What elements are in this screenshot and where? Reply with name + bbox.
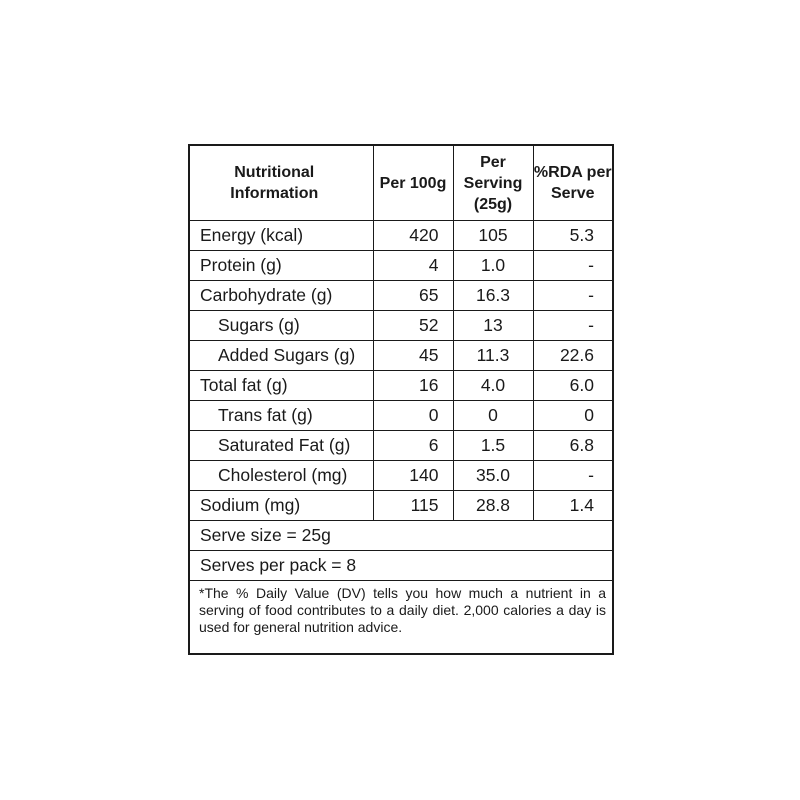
rda-value: 0 <box>533 401 613 431</box>
per-serving-value: 35.0 <box>453 461 533 491</box>
serve-size-row <box>189 521 613 551</box>
footnote-row <box>189 581 613 655</box>
table-row <box>189 251 613 281</box>
per-100g-value: 115 <box>373 491 453 521</box>
per-serving-value: 105 <box>453 221 533 251</box>
per-100g-value: 420 <box>373 221 453 251</box>
nutrient-name: Sodium (mg) <box>189 491 373 521</box>
rda-value: 6.8 <box>533 431 613 461</box>
table-row <box>189 461 613 491</box>
header-per-serving: Per Serving (25g) <box>453 145 533 221</box>
footnote: *The % Daily Value (DV) tells you how much a nutrient in a serving of food contributes to a daily diet. 2,000 calories a day is used for general nutrition advice. <box>189 581 613 655</box>
nutrient-name: Cholesterol (mg) <box>189 461 373 491</box>
per-100g-value: 6 <box>373 431 453 461</box>
per-serving-value: 1.0 <box>453 251 533 281</box>
table-row <box>189 281 613 311</box>
table-row <box>189 221 613 251</box>
table-row <box>189 401 613 431</box>
header-row <box>189 145 613 221</box>
per-100g-value: 65 <box>373 281 453 311</box>
per-100g-value: 16 <box>373 371 453 401</box>
serves-per-pack: Serves per pack = 8 <box>189 551 613 581</box>
nutrient-name: Added Sugars (g) <box>189 341 373 371</box>
header-rda-per-serve: %RDA per Serve <box>533 145 613 221</box>
nutrient-name: Saturated Fat (g) <box>189 431 373 461</box>
rda-value: - <box>533 311 613 341</box>
nutrient-name: Total fat (g) <box>189 371 373 401</box>
nutrient-name: Trans fat (g) <box>189 401 373 431</box>
per-100g-value: 140 <box>373 461 453 491</box>
nutrient-name: Energy (kcal) <box>189 221 373 251</box>
per-serving-value: 1.5 <box>453 431 533 461</box>
rda-value: 22.6 <box>533 341 613 371</box>
table-row <box>189 371 613 401</box>
per-serving-value: 0 <box>453 401 533 431</box>
nutrient-name: Sugars (g) <box>189 311 373 341</box>
per-serving-value: 13 <box>453 311 533 341</box>
per-100g-value: 0 <box>373 401 453 431</box>
nutrition-table <box>188 144 614 655</box>
rda-value: - <box>533 281 613 311</box>
serve-size: Serve size = 25g <box>189 521 613 551</box>
header-per-100g: Per 100g <box>373 145 453 221</box>
per-serving-value: 11.3 <box>453 341 533 371</box>
per-100g-value: 4 <box>373 251 453 281</box>
rda-value: 5.3 <box>533 221 613 251</box>
table-row <box>189 341 613 371</box>
rda-value: 6.0 <box>533 371 613 401</box>
per-serving-value: 16.3 <box>453 281 533 311</box>
per-serving-value: 28.8 <box>453 491 533 521</box>
rda-value: - <box>533 461 613 491</box>
nutrition-rows <box>189 221 613 521</box>
rda-value: - <box>533 251 613 281</box>
rda-value: 1.4 <box>533 491 613 521</box>
per-serving-value: 4.0 <box>453 371 533 401</box>
nutrient-name: Protein (g) <box>189 251 373 281</box>
table-row <box>189 431 613 461</box>
serves-per-pack-row <box>189 551 613 581</box>
header-nutritional-information: Nutritional Information <box>189 145 373 221</box>
table-row <box>189 491 613 521</box>
per-100g-value: 45 <box>373 341 453 371</box>
per-100g-value: 52 <box>373 311 453 341</box>
nutrient-name: Carbohydrate (g) <box>189 281 373 311</box>
table-row <box>189 311 613 341</box>
